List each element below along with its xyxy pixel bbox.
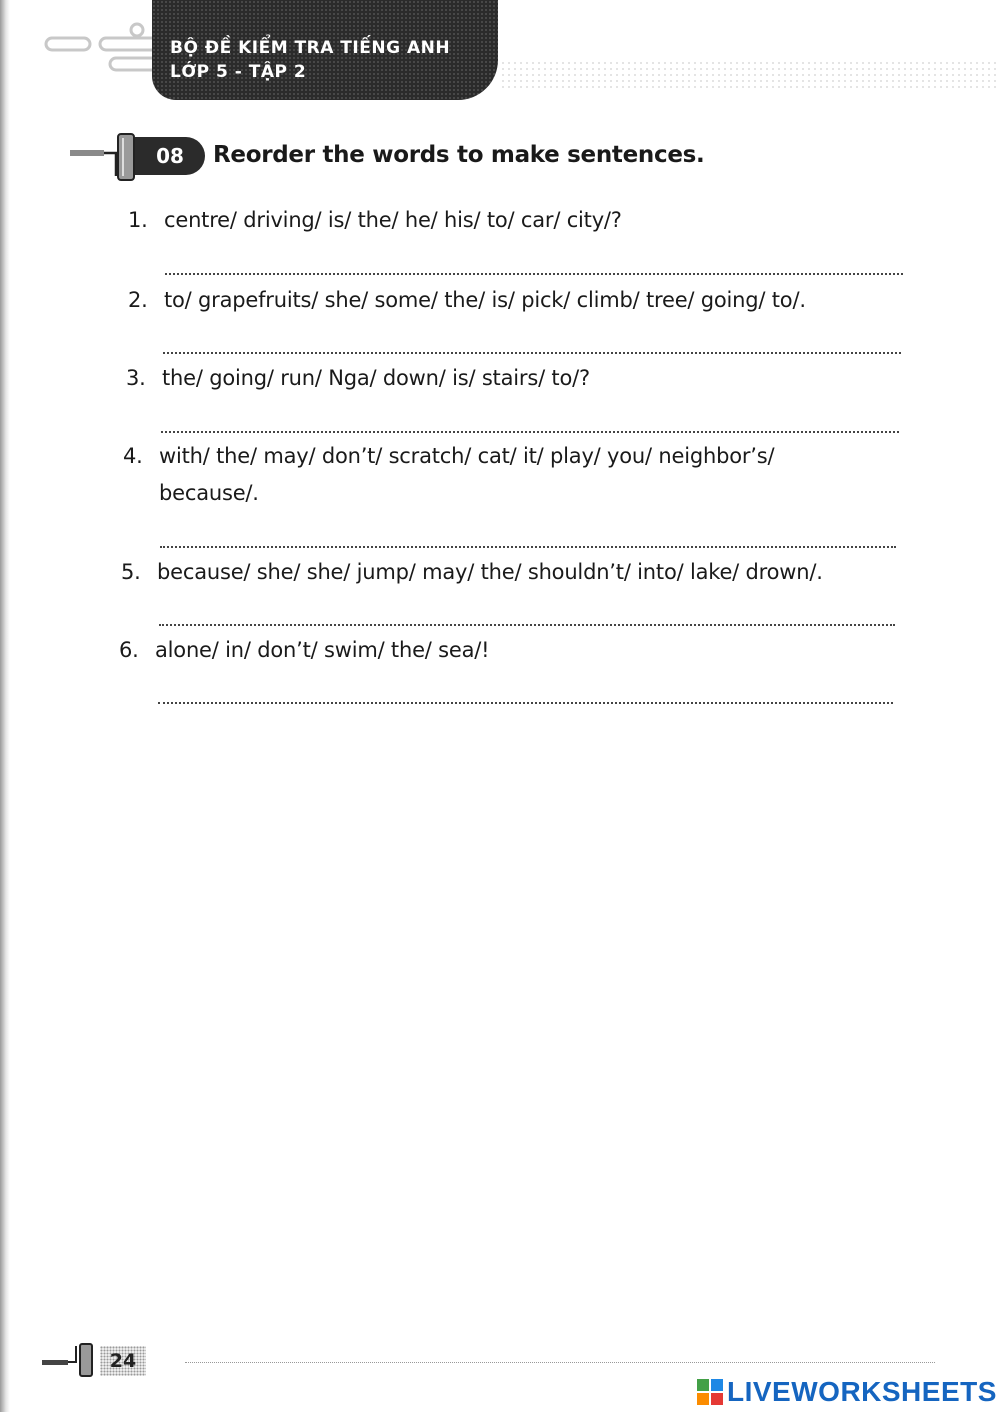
answer-line-6[interactable]: [158, 702, 893, 704]
question-5: [121, 560, 823, 584]
decorative-cloud-icon: [40, 20, 170, 80]
page-edge-shadow: [0, 0, 10, 1412]
brand-text: LIVEWORKSHEETS: [727, 1376, 997, 1407]
answer-line-5[interactable]: [159, 624, 895, 626]
question-text-line-2: because/.: [159, 481, 259, 505]
question-3: [126, 366, 590, 390]
book-volume: LỚP 5 - TẬP 2: [170, 62, 307, 82]
question-text: to/ grapefruits/ she/ some/ the/ is/ pick/ climb/ tree/ going/ to/.: [164, 288, 806, 312]
answer-line-1[interactable]: [165, 273, 903, 275]
answer-line-4[interactable]: [160, 546, 896, 548]
question-text: because/ she/ she/ jump/ may/ the/ shouldn’t/ into/ lake/ drown/.: [157, 560, 823, 584]
question-text: the/ going/ run/ Nga/ down/ is/ stairs/ to/?: [162, 366, 590, 390]
exercise-instruction: Reorder the words to make sentences.: [213, 142, 705, 168]
page-number: 24: [100, 1346, 146, 1376]
question-4-continued: [159, 481, 259, 505]
answer-line-2[interactable]: [163, 352, 901, 354]
paint-roller-icon: [40, 1338, 100, 1378]
liveworksheets-logo-icon: [697, 1379, 723, 1405]
question-number: 3.: [126, 366, 146, 390]
question-text: with/ the/ may/ don’t/ scratch/ cat/ it/ play/ you/ neighbor’s/: [159, 444, 775, 468]
question-4: [123, 444, 774, 468]
paint-roller-icon: [68, 132, 138, 184]
question-number: 4.: [123, 444, 143, 468]
book-title: BỘ ĐỀ KIỂM TRA TIẾNG ANH: [170, 38, 451, 58]
footer-divider: [185, 1362, 935, 1363]
question-number: 5.: [121, 560, 141, 584]
answer-line-3[interactable]: [161, 431, 899, 433]
question-text: centre/ driving/ is/ the/ he/ his/ to/ car/ city/?: [164, 208, 622, 232]
exercise-number-badge: 08: [135, 137, 205, 175]
question-number: 6.: [119, 638, 139, 662]
question-text: alone/ in/ don’t/ swim/ the/ sea/!: [155, 638, 490, 662]
question-number: 2.: [128, 288, 148, 312]
liveworksheets-brand[interactable]: [697, 1376, 997, 1408]
book-header-banner: [152, 0, 498, 100]
question-number: 1.: [128, 208, 148, 232]
question-6: [119, 638, 489, 662]
question-1: [128, 208, 622, 232]
decorative-dot-pattern: [500, 60, 1000, 90]
question-2: [128, 288, 806, 312]
